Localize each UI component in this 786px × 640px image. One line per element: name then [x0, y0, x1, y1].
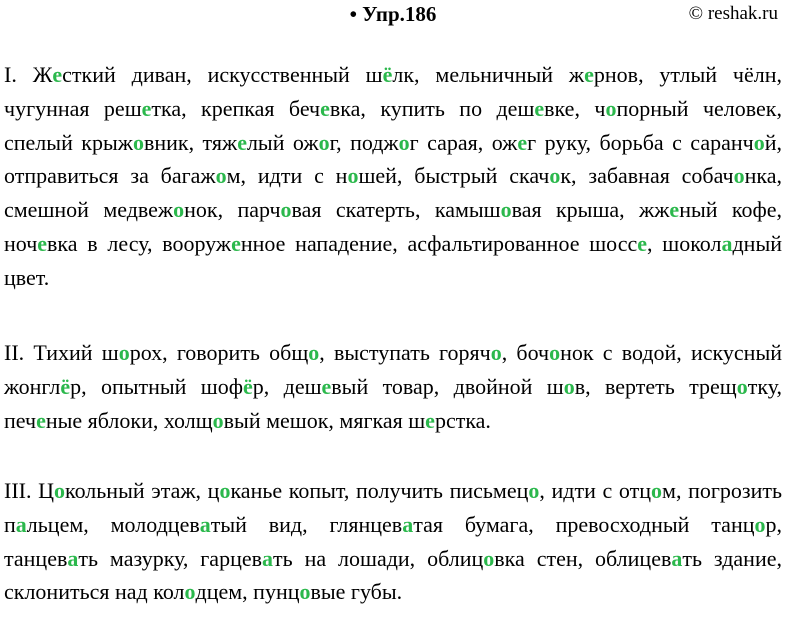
stress-vowel: е: [141, 95, 152, 121]
stress-vowel: е: [425, 407, 435, 433]
stress-vowel: е: [231, 230, 241, 256]
stress-vowel: о: [308, 340, 320, 365]
stress-vowel: ё: [243, 373, 253, 399]
stress-vowel: о: [753, 129, 765, 155]
stress-vowel: а: [671, 545, 683, 571]
paragraph-2: II. Тихий шорох, говорить общо, выступать горячо, бочонок с водой, искусный жонглёр, опытный шофёр, дешевый товар, двойной шов, вертеть трещотку, печеные яблоки, холщовый мешок, мягкая шерстка.: [4, 340, 782, 433]
stress-vowel: о: [398, 129, 410, 155]
stress-vowel: е: [37, 230, 48, 256]
stress-vowel: о: [483, 545, 495, 571]
stress-vowel: о: [733, 163, 745, 189]
stress-vowel: а: [199, 511, 211, 537]
stress-vowel: о: [280, 197, 292, 223]
stress-vowel: о: [490, 340, 502, 365]
stress-vowel: о: [549, 340, 561, 365]
stress-vowel: ё: [382, 62, 393, 87]
stress-vowel: ё: [60, 373, 71, 399]
stress-vowel: о: [54, 478, 65, 503]
paragraph-3: III. Цокольный этаж, цоканье копыт, получить письмецо, идти с отцом, погрозить пальцем, молодцеватый вид, глянцеватая бумага, превосходный танцор, танцевать мазурку, гарцевать на лошади, облицовка стен, облицевать здание, склониться над колодцем, пунцовые губы.: [4, 478, 782, 605]
stress-vowel: е: [321, 373, 332, 399]
stress-vowel: е: [637, 230, 648, 256]
stress-vowel: о: [318, 129, 330, 155]
stress-vowel: о: [132, 129, 144, 155]
stress-vowel: е: [52, 62, 63, 87]
stress-vowel: о: [215, 163, 227, 189]
stress-vowel: о: [184, 579, 196, 605]
site-copyright: © reshak.ru: [688, 3, 778, 24]
stress-vowel: е: [36, 407, 46, 433]
stress-vowel: о: [118, 340, 130, 365]
stress-vowel: о: [347, 163, 359, 189]
exercise-title: • Упр.186: [349, 2, 437, 26]
stress-vowel: о: [605, 95, 617, 121]
stress-vowel: е: [534, 95, 545, 121]
stress-vowel: е: [320, 95, 330, 121]
stress-vowel: о: [528, 478, 540, 503]
stress-vowel: о: [563, 373, 575, 399]
stress-vowel: а: [402, 511, 414, 537]
stress-vowel: о: [219, 478, 231, 503]
stress-vowel: о: [736, 373, 748, 399]
stress-vowel: о: [299, 579, 311, 605]
stress-vowel: е: [584, 62, 594, 87]
paragraph-1: I. Жесткий диван, искусственный шёлк, мельничный жернов, утлый чёлн, чугунная решетка, крепкая бечевка, купить по дешевке, чопорный человек, спелый крыжовник, тяжелый ожог, поджог сарая, ожег руку, борьба с саранчой, отправиться за багажом, идти с ношей, быстрый скачок, забавная собачонка, смешной медвежонок, парчовая скатерть, камышовая крыша, жженый кофе, ночевка в лесу, вооруженное нападение, асфальтированное шоссе, шоколадный цвет.: [4, 62, 783, 290]
stress-vowel: о: [754, 511, 766, 537]
stress-vowel: а: [67, 545, 79, 571]
stress-vowel: е: [517, 129, 528, 155]
stress-vowel: о: [549, 163, 561, 189]
stress-vowel: е: [669, 197, 680, 223]
stress-vowel: о: [651, 478, 663, 503]
stress-vowel: а: [15, 511, 27, 537]
stress-vowel: е: [237, 129, 247, 155]
stress-vowel: а: [262, 545, 273, 571]
stress-vowel: а: [721, 230, 733, 256]
stress-vowel: о: [173, 197, 185, 223]
stress-vowel: о: [212, 407, 224, 433]
stress-vowel: о: [500, 197, 512, 223]
